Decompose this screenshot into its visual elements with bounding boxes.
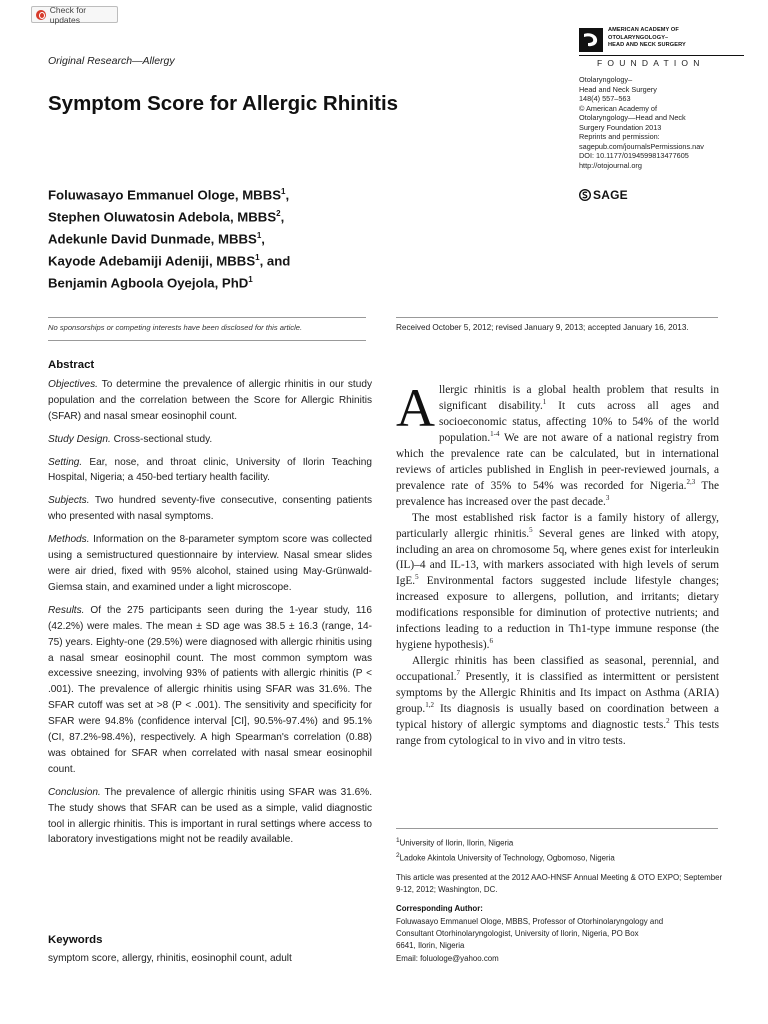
article-section: Original Research—Allergy xyxy=(48,55,175,67)
divider xyxy=(48,317,366,318)
divider xyxy=(396,317,718,318)
affiliations xyxy=(396,835,726,865)
logo-divider xyxy=(579,55,744,56)
conflict-note: No sponsorships or competing interests have been disclosed for this article. xyxy=(48,323,303,332)
body-paragraph: Allergic rhinitis has been classified as seasonal, perennial, and occupational.$^7$ Presently, it is classified as intermittent or persistent symptoms by the Allergic Rhinitis and Its impact on Asthma (ARIA) group.$^{1,2}$ Its diagnosis is usually based on coordination between a typical history of allergic symptoms and diagnostic tests.$^2$ This tests range from cytological to in vivo and in vitro tests. xyxy=(396,655,719,747)
citation[interactable]: 1 xyxy=(542,398,547,407)
footnote-divider xyxy=(396,828,718,829)
citation[interactable]: 3 xyxy=(605,493,610,502)
abstract-section: Study Design. Cross-sectional study. xyxy=(48,433,213,445)
abstract-section: Subjects. Two hundred seventy-five consecutive, consenting patients who presented with nasal symptoms. xyxy=(48,495,372,523)
article-title: Symptom Score for Allergic Rhinitis xyxy=(48,92,399,115)
society-name: AMERICAN ACADEMY OF OTOLARYNGOLOGY– HEAD AND NECK SURGERY xyxy=(608,27,686,49)
abstract-section: Conclusion. The prevalence of allergic rhinitis using SFAR was 31.6%. The study shows that SFAR can be used as a simple, valid diagnostic tool in allergic rhinitis. This is important in rural settings where access to laboratory investigations might not be readily available. xyxy=(48,786,372,846)
abstract-section: Objectives. To determine the prevalence of allergic rhinitis in our study population and the correlation between the Score for Allergic Rhinitis (SFAR) and nasal smear eosinophil count. xyxy=(48,378,372,422)
keywords-heading: Keywords xyxy=(48,934,103,946)
abstract-section: Setting. Ear, nose, and throat clinic, University of Ilorin Teaching Hospital, Nigeria; a 450-bed tertiary health facility. xyxy=(48,456,372,484)
author: Adekunle David Dunmade, MBBS$^1$, xyxy=(48,230,265,247)
abstract-section: Methods. Information on the 8-parameter symptom score was collected using a semistructured questionnaire by interview. Nasal smear slides were air dried, fixed with 95% alcohol, stained using May-Grünwald-Giemsa stain, and examined under a light microscope. xyxy=(48,534,372,593)
body-paragraph: Allergic rhinitis is a global health problem that results in significant disability.$^1$ It cuts across all ages and socioeconomic status, affecting 10% to 54% of the world population.$^{1-4}$ We are not aware of a national registry from which the prevalence rate can be calculated, but in international reviews of articles published in English in peer-reviewed journals, a prevalence rate of 35% to 54% was recorded for Nigeria.$^{2,3}$ The prevalence has increased over the past decade.$^3$ xyxy=(396,378,719,508)
citation[interactable]: 2 xyxy=(666,717,670,726)
permissions-link[interactable]: sagepub.com/journalsPermissions.nav xyxy=(579,141,704,151)
citation[interactable]: 6 xyxy=(489,637,493,646)
footnotes xyxy=(396,835,726,965)
author: Foluwasayo Emmanuel Ologe, MBBS$^1$, xyxy=(48,187,290,203)
author: Stephen Oluwatosin Adebola, MBBS$^2$, xyxy=(48,208,285,225)
affiliation: $^1$University of Ilorin, Ilorin, Nigeria xyxy=(396,837,514,848)
citation[interactable]: 5 xyxy=(415,573,419,582)
author-list xyxy=(48,183,290,293)
abstract xyxy=(48,358,372,848)
publisher-name: SAGE xyxy=(593,188,628,202)
update-icon xyxy=(36,10,46,20)
doi[interactable]: DOI: 10.1177/0194599813477605 xyxy=(579,151,689,160)
sage-icon xyxy=(579,189,591,201)
check-for-updates-label: Check for updates xyxy=(49,4,87,25)
received-dates: Received October 5, 2012; revised January 9, 2013; accepted January 16, 2013. xyxy=(396,323,689,332)
citation[interactable]: 1,2 xyxy=(425,701,434,710)
citation[interactable]: 2,3 xyxy=(686,477,696,486)
foundation-label: FOUNDATION xyxy=(597,58,705,68)
article-body xyxy=(396,378,719,750)
divider xyxy=(48,340,366,341)
author: Benjamin Agboola Oyejola, PhD$^1$ xyxy=(48,274,253,291)
citation[interactable]: 7 xyxy=(456,669,461,678)
corresponding-email[interactable]: Email: foluologe@yahoo.com xyxy=(396,953,499,963)
drop-cap: A xyxy=(396,378,435,438)
citation[interactable]: 1-4 xyxy=(490,430,500,439)
journal-info: Otolaryngology– Head and Neck Surgery 148(4) 557–563 © American Academy of Otolaryngology—Head and Neck Surgery Foundation 2013 Reprints and permission: sagepub.com/journalsPermissions.nav DOI: 10.1177/0194599813477605 http://otojournal.org xyxy=(579,75,754,170)
author: Kayode Adebamiji Adeniji, MBBS$^1$, and xyxy=(48,252,291,269)
body-paragraph: The most established risk factor is a family history of allergy, particularly allergic rhinitis.$^5$ Several genes are linked with atopy, including an area on chromosome 5q, where genes exist for interleukin (IL)–4 and IL-13, with markers associated with high levels of serum IgE.$^5$ Environmental factors suggested include lifestyle changes; increased exposure to allergens, pollution, and irritants; dietary modifications responsible for diminution of protective nutrients; and infections leading to a reduction in Th1-type immune response (the hygiene hypothesis).$^6$ xyxy=(396,511,719,652)
affiliation: $^2$Ladoke Akintola University of Technology, Ogbomoso, Nigeria xyxy=(396,851,615,863)
citation[interactable]: 5 xyxy=(529,525,533,534)
journal-url-link[interactable]: http://otojournal.org xyxy=(579,160,642,170)
publisher-logo xyxy=(579,188,628,202)
corresponding-author: Corresponding Author: Foluwasayo Emmanuel Ologe, MBBS, Professor of Otorhinolaryngology and Consultant Otorhinolaryngologist, University of Ilorin, Nigeria, PO Box 6641, Ilorin, Nigeria Email: foluologe@yahoo.com xyxy=(396,903,726,964)
aao-hns-logo-icon xyxy=(579,28,603,52)
check-for-updates-button[interactable] xyxy=(31,6,118,23)
abstract-heading: Abstract xyxy=(48,359,95,371)
keywords: symptom score, allergy, rhinitis, eosinophil count, adult xyxy=(48,953,292,964)
abstract-section: Results. Of the 275 participants seen during the 1-year study, 116 (42.2%) were males. The mean ± SD age was 38.5 ± 16.3 (range, 14-75) years. Eighty-one (29.5%) were diagnosed with allergic rhinitis using a nasal smear eosinophil count. The most common symptom was excessive sneezing, involving 93% of patients with allergic rhinitis (P < .001). The prevalence of allergic rhinitis using SFAR was 31.6%. The SFAR cutoff was set at >8 (P < .001). The sensitivity and specificity for SFAR were 94.8% (confidence interval [CI], 90.5%-97.4%) and 95.1% (CI, 87.2%-98.4%), respectively. A high Spearman's correlation (0.88) was obtained for SFAR when correlated with nasal smear eosinophil count. xyxy=(48,604,372,775)
corresponding-heading: Corresponding Author: xyxy=(396,904,483,914)
presentation-note: This article was presented at the 2012 AAO-HNSF Annual Meeting & OTO EXPO; September 9-12, 2012; Washington, DC. xyxy=(396,872,723,895)
